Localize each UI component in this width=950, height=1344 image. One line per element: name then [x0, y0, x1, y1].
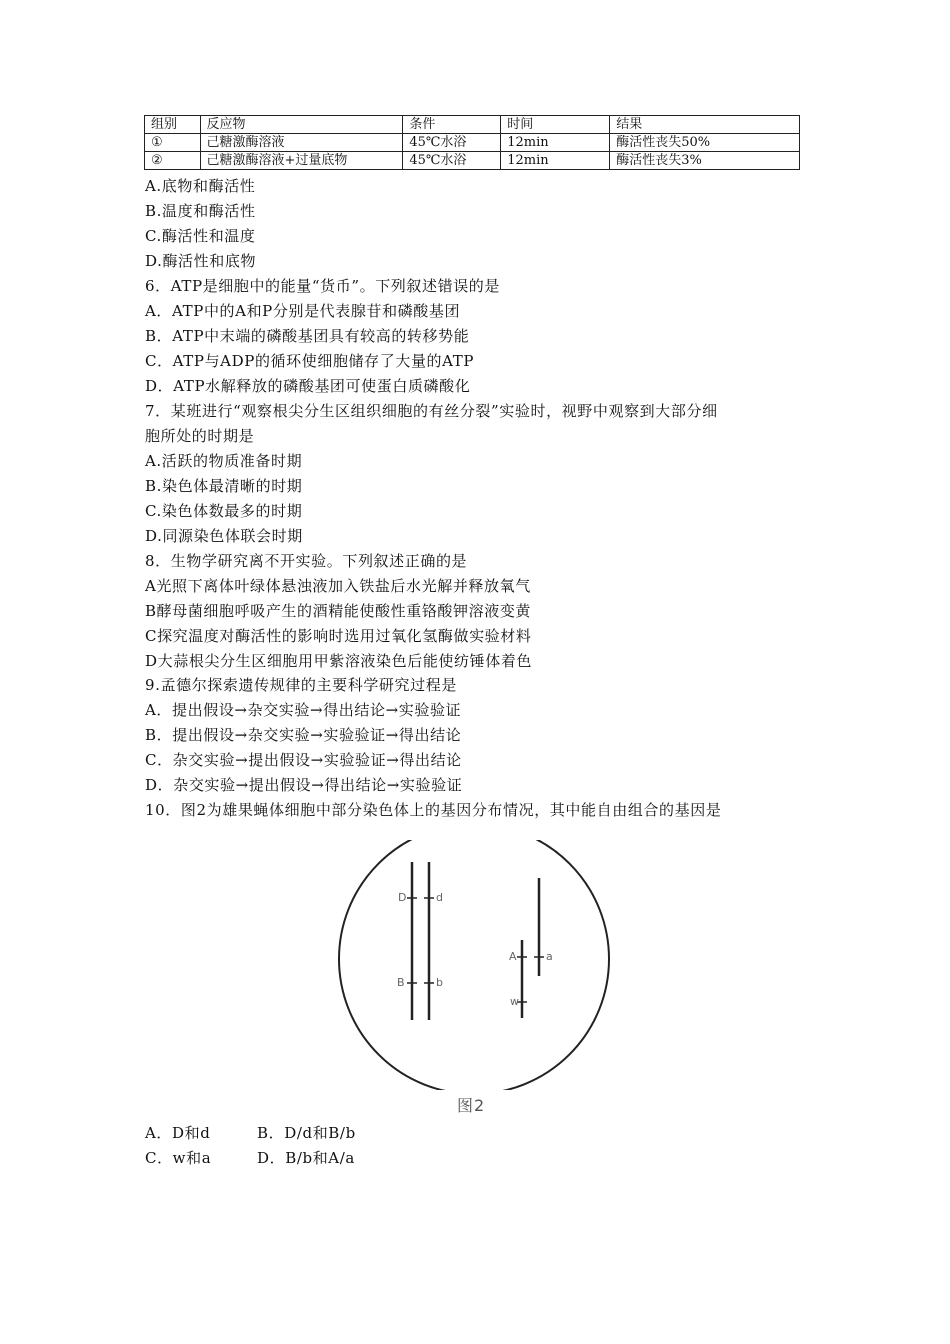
q7-option-b: B.染色体最清晰的时期 [145, 477, 303, 495]
q5-option-c: C.酶活性和温度 [145, 227, 256, 245]
gene-label-d: d [436, 891, 443, 904]
table-row [145, 134, 800, 152]
q6-option-b: B．ATP中末端的磷酸基团具有较高的转移势能 [145, 327, 470, 345]
question-10: 10．图2为雄果蝇体细胞中部分染色体上的基因分布情况，其中能自由组合的基因是 [145, 801, 722, 819]
q5-option-a: A.底物和酶活性 [145, 177, 256, 195]
chromosome-figure [330, 840, 620, 1120]
table-row [145, 152, 800, 170]
table-header-cell: 反应物 [200, 116, 403, 134]
q7-option-c: C.染色体数最多的时期 [145, 502, 303, 520]
table-header-cell: 组别 [145, 116, 201, 134]
experiment-table [144, 115, 800, 170]
table-cell: ① [145, 134, 201, 152]
q9-option-d: D．杂交实验→提出假设→得出结论→实验验证 [145, 776, 463, 794]
q6-option-a: A．ATP中的A和P分别是代表腺苷和磷酸基团 [145, 302, 461, 320]
table-header-cell: 条件 [403, 116, 501, 134]
q7-option-a: A.活跃的物质准备时期 [145, 452, 303, 470]
gene-label-B: B [397, 976, 405, 989]
gene-label-D: D [398, 891, 407, 904]
q5-option-b: B.温度和酶活性 [145, 202, 256, 220]
table-cell: 45℃水浴 [403, 134, 501, 152]
question-8: 8．生物学研究离不开实验。下列叙述正确的是 [145, 552, 468, 570]
q7-option-d: D.同源染色体联会时期 [145, 527, 303, 545]
q6-option-d: D．ATP水解释放的磷酸基团可使蛋白质磷酸化 [145, 377, 471, 395]
table-header-cell: 结果 [610, 116, 800, 134]
q10-option-b: B．D/d和B/b [257, 1124, 356, 1142]
q9-option-c: C．杂交实验→提出假设→实验验证→得出结论 [145, 751, 462, 769]
cell-outline [339, 840, 609, 1090]
gene-label-w: w [510, 995, 519, 1008]
table-header-row [145, 116, 800, 134]
q10-option-d: D．B/b和A/a [257, 1149, 355, 1167]
q10-option-a: A．D和d [145, 1124, 211, 1142]
question-7-line-2: 胞所处的时期是 [145, 427, 255, 445]
question-9: 9.孟德尔探索遗传规律的主要科学研究过程是 [145, 676, 457, 694]
question-7-line-1: 7．某班进行“观察根尖分生区组织细胞的有丝分裂”实验时，视野中观察到大部分细 [145, 402, 718, 420]
q5-option-d: D.酶活性和底物 [145, 252, 257, 270]
q8-option-b: B酵母菌细胞呼吸产生的酒精能使酸性重铬酸钾溶液变黄 [145, 602, 532, 620]
figure-caption: 图2 [457, 1096, 486, 1115]
table-cell: 酶活性丧失3% [610, 152, 800, 170]
chromosome-diagram [330, 840, 620, 1090]
table-cell: 己糖激酶溶液 [200, 134, 403, 152]
table-header-cell: 时间 [501, 116, 610, 134]
question-6: 6．ATP是细胞中的能量“货币”。下列叙述错误的是 [145, 277, 500, 295]
table-cell: 酶活性丧失50% [610, 134, 800, 152]
table-cell: 12min [501, 134, 610, 152]
table-cell: 45℃水浴 [403, 152, 501, 170]
q6-option-c: C．ATP与ADP的循环使细胞储存了大量的ATP [145, 352, 475, 370]
q8-option-d: D大蒜根尖分生区细胞用甲紫溶液染色后能使纺锤体着色 [145, 652, 533, 670]
gene-label-A: A [509, 950, 517, 963]
q10-option-c: C．w和a [145, 1149, 212, 1167]
q8-option-a: A光照下离体叶绿体悬浊液加入铁盐后水光解并释放氧气 [145, 577, 531, 595]
q9-option-a: A．提出假设→杂交实验→得出结论→实验验证 [145, 701, 462, 719]
table-cell: 12min [501, 152, 610, 170]
table-cell: 己糖激酶溶液+过量底物 [200, 152, 403, 170]
gene-label-b: b [436, 976, 443, 989]
q9-option-b: B．提出假设→杂交实验→实验验证→得出结论 [145, 726, 462, 744]
q8-option-c: C探究温度对酶活性的影响时选用过氧化氢酶做实验材料 [145, 627, 532, 645]
table-cell: ② [145, 152, 201, 170]
gene-label-a: a [546, 950, 553, 963]
